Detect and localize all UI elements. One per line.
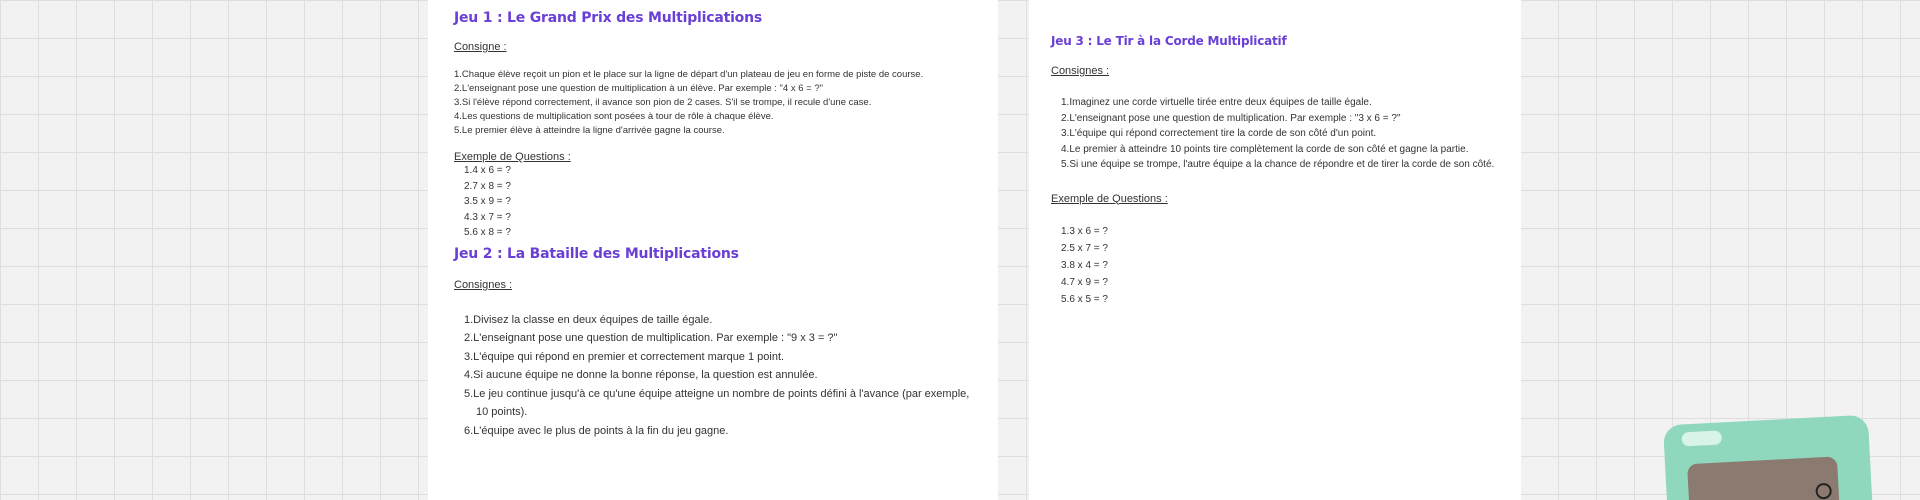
jeu1-examples-label: Exemple de Questions : (454, 151, 571, 163)
jeu1-question: 4.3 x 7 = ? (464, 211, 511, 223)
decorative-gadget-illustration (1663, 415, 1874, 500)
jeu3-examples-label: Exemple de Questions : (1051, 192, 1168, 205)
jeu3-rules-list (1051, 95, 1505, 173)
jeu1-question: 5.6 x 8 = ? (464, 227, 511, 238)
jeu1-question: 1.4 x 6 = ? (464, 165, 511, 176)
jeu2-rule: 2.L'enseignant pose une question de multiplication. Par exemple : "9 x 3 = ?" (464, 332, 838, 344)
jeu1-rules-list (454, 68, 974, 138)
jeu3-title: Jeu 3 : Le Tir à la Corde Multiplicatif (1051, 34, 1287, 48)
jeu3-rule: 2.L'enseignant pose une question de multiplication. Par exemple : "3 x 6 = ?" (1061, 112, 1401, 124)
jeu1-title: Jeu 1 : Le Grand Prix des Multiplications (454, 10, 762, 26)
jeu1-rule: 2.L'enseignant pose une question de multiplication à un élève. Par exemple : "4 x 6 = ?" (454, 83, 824, 94)
jeu2-rule: 4.Si aucune équipe ne donne la bonne réponse, la question est annulée. (464, 369, 818, 381)
jeu2-rule: 3.L'équipe qui répond en premier et correctement marque 1 point. (464, 350, 785, 363)
jeu1-rule: 1.Chaque élève reçoit un pion et le place sur la ligne de départ d'un plateau de jeu en forme de piste de course. (454, 69, 924, 80)
jeu1-question: 3.5 x 9 = ? (464, 196, 511, 207)
jeu3-question: 3.8 x 4 = ? (1061, 259, 1108, 271)
document-page-right (1029, 0, 1521, 500)
jeu1-rule: 4.Les questions de multiplication sont posées à tour de rôle à chaque élève. (454, 111, 774, 122)
jeu1-consigne-label: Consigne : (454, 41, 507, 53)
jeu3-consignes-label: Consignes : (1051, 65, 1110, 77)
jeu2-title: Jeu 2 : La Bataille des Multiplications (454, 245, 739, 262)
jeu3-rule: 1.Imaginez une corde virtuelle tirée entre deux équipes de taille égale. (1061, 97, 1372, 108)
jeu2-rule: 1.Divisez la classe en deux équipes de taille égale. (464, 313, 713, 326)
jeu3-rule: 5.Si une équipe se trompe, l'autre équipe a la chance de répondre et de tirer la corde de son côté. (1061, 159, 1495, 170)
jeu3-questions-list (1051, 223, 1505, 308)
jeu2-rule: 5.Le jeu continue jusqu'à ce qu'une équipe atteigne un nombre de points défini à l'avance (par exemple, 10 points). (464, 387, 970, 418)
jeu1-question: 2.7 x 8 = ? (464, 180, 511, 192)
jeu1-questions-list (454, 163, 974, 241)
jeu3-question: 1.3 x 6 = ? (1061, 225, 1108, 237)
jeu1-rule: 3.Si l'élève répond correctement, il avance son pion de 2 cases. S'il se trompe, il recule d'une case. (454, 97, 872, 108)
jeu2-rule: 6.L'équipe avec le plus de points à la fin du jeu gagne. (464, 424, 729, 437)
jeu2-rules-list (454, 311, 974, 441)
jeu3-rule: 3.L'équipe qui répond correctement tire la corde de son côté d'un point. (1061, 128, 1377, 139)
jeu3-question: 5.6 x 5 = ? (1061, 293, 1108, 305)
jeu3-question: 2.5 x 7 = ? (1061, 242, 1108, 254)
jeu2-consignes-label: Consignes : (454, 278, 513, 291)
document-page-left (428, 0, 998, 500)
gadget-tab-shape (1681, 430, 1722, 446)
jeu3-rule: 4.Le premier à atteindre 10 points tire complètement la corde de son côté et gagne la partie. (1061, 143, 1469, 155)
jeu1-rule: 5.Le premier élève à atteindre la ligne d'arrivée gagne la course. (454, 125, 725, 136)
jeu3-question: 4.7 x 9 = ? (1061, 276, 1108, 288)
